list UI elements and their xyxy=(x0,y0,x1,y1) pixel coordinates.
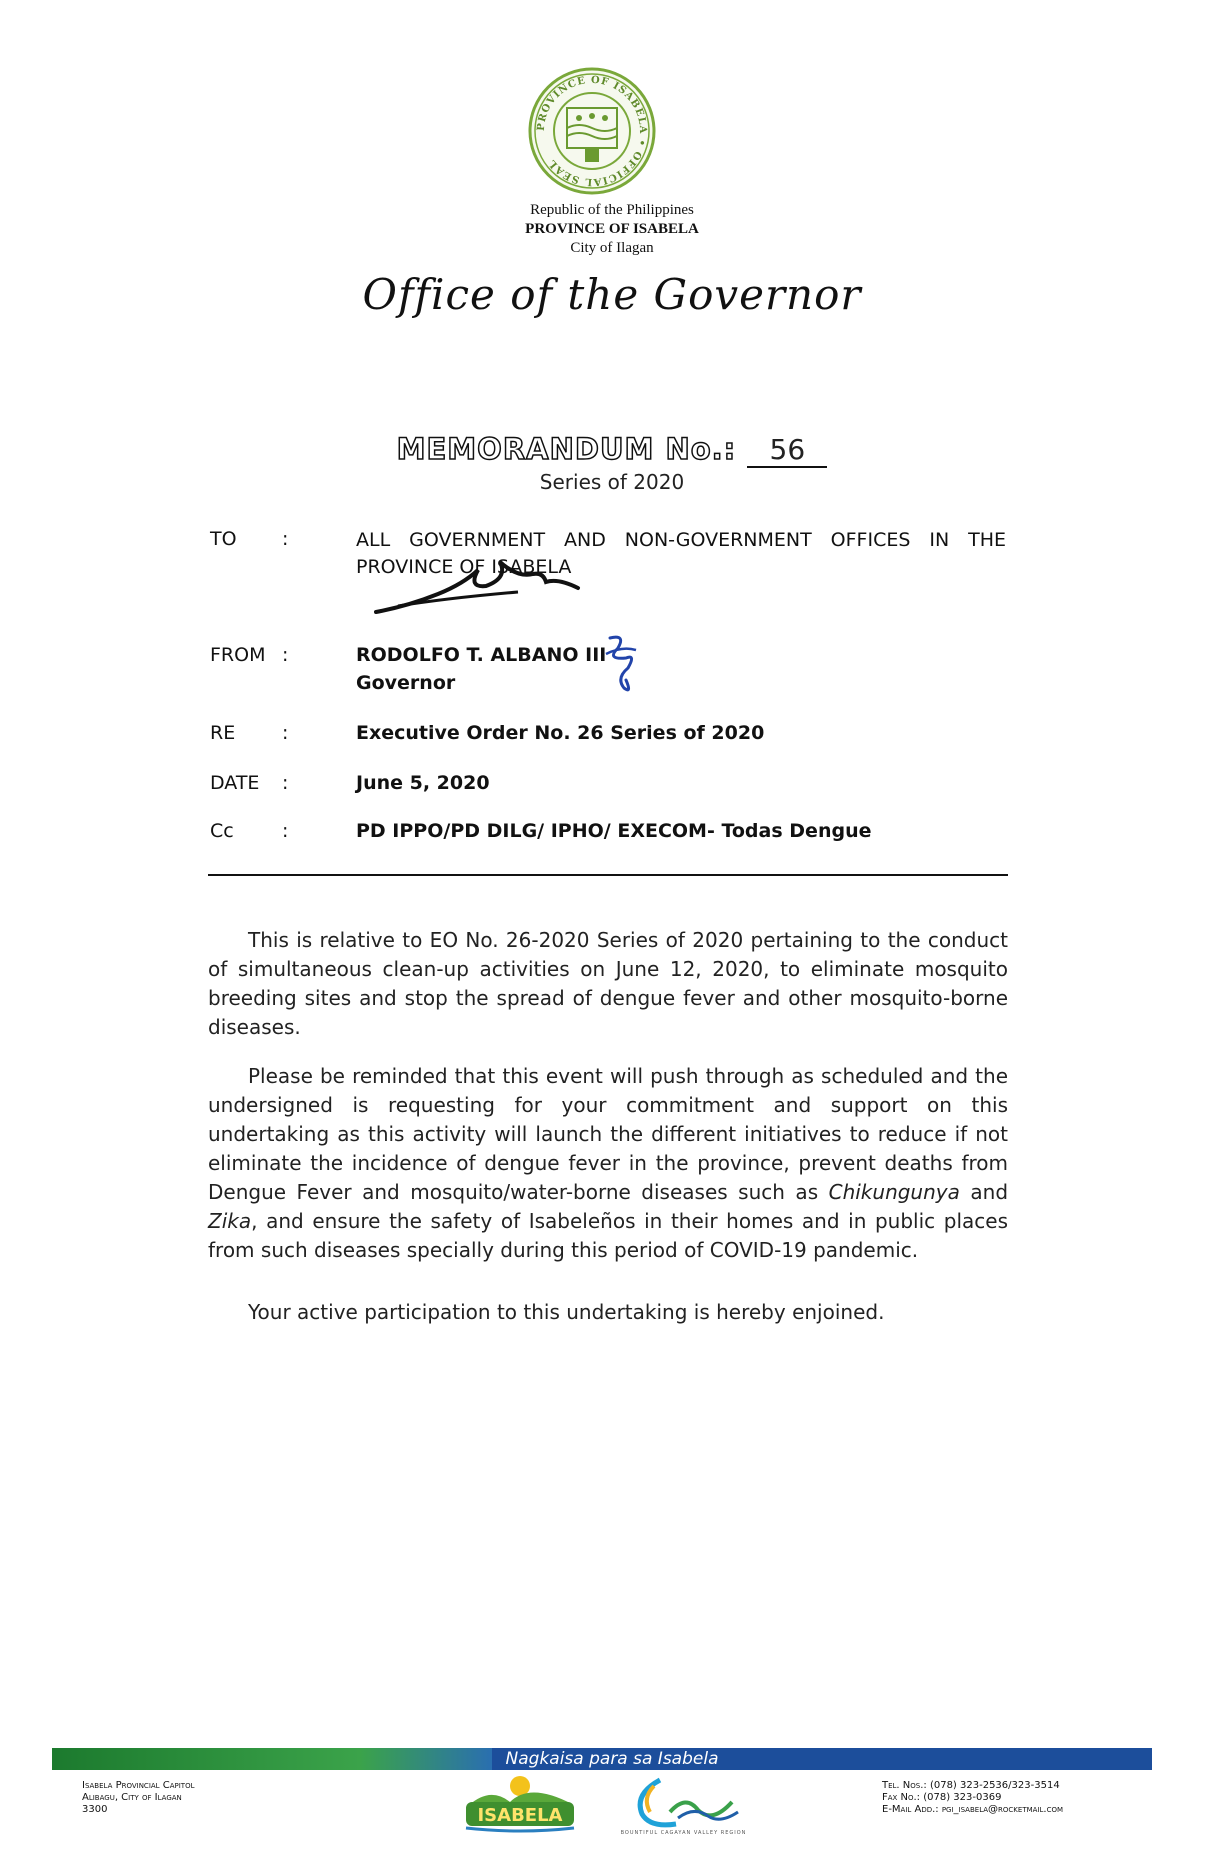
re-colon: : xyxy=(282,722,289,744)
memo-label: MEMORANDUM No.: xyxy=(396,432,737,466)
cc-label: Cc xyxy=(210,820,234,842)
date-value: June 5, 2020 xyxy=(356,772,490,794)
memo-series: Series of 2020 xyxy=(539,470,685,494)
body-paragraph-3: Your active participation to this undertaking is hereby enjoined. xyxy=(248,1300,885,1324)
svg-text:PROVINCE OF ISABELA • OFFICIAL: PROVINCE OF ISABELA • OFFICIAL SEAL xyxy=(535,74,649,188)
to-value-line1: ALL GOVERNMENT AND NON-GOVERNMENT OFFICES IN THE xyxy=(356,529,1006,551)
memo-heading xyxy=(0,432,1224,468)
body-paragraph-1: This is relative to EO No. 26-2020 Series of 2020 pertaining to the conduct of simultaneous clean-up activities on June 12, 2020, to eliminate mosquito breeding sites and stop the spread of dengue fever and other mosquito-borne diseases. xyxy=(208,928,1008,1039)
cagayan-valley-logo xyxy=(620,1772,745,1834)
initials-mark xyxy=(596,632,646,698)
date-colon: : xyxy=(282,772,289,794)
provincial-seal-logo xyxy=(527,66,657,196)
body-paragraph-2: Please be reminded that this event will push through as scheduled and the undersigned is requesting for your commitment and support on this undertaking as this activity will launch the different initiatives to reduce if not eliminate the incidence of dengue fever in the province, prevent deaths from Dengue Fever and mosquito/water-borne diseases such as Chikungunya and Zika, and ensure the safety of Isabeleños in their homes and in public places from such diseases specially during this period of COVID-19 pandemic. xyxy=(208,1064,1009,1262)
signature-mark xyxy=(368,548,598,620)
to-label: TO xyxy=(210,528,237,550)
memo-number: 56 xyxy=(747,433,827,468)
re-value: Executive Order No. 26 Series of 2020 xyxy=(356,722,765,744)
cc-value: PD IPPO/PD DILG/ IPHO/ EXECOM- Todas Dengue xyxy=(356,820,872,842)
footer-contact: Tel. Nos.: (078) 323-2536/323-3514 Fax No.: (078) 323-0369 E-Mail Add.: pgi_isabela@rocketmail.com xyxy=(882,1780,1064,1815)
re-label: RE xyxy=(210,722,236,744)
province-line: PROVINCE OF ISABELA xyxy=(525,221,699,237)
office-title: Office of the Governor xyxy=(362,270,862,319)
disease-zika: Zika xyxy=(208,1209,252,1233)
to-value-line2: PROVINCE OF ISABELA xyxy=(356,556,572,578)
from-title: Governor xyxy=(356,672,456,694)
from-name: RODOLFO T. ALBANO III xyxy=(356,644,607,666)
date-label: DATE xyxy=(210,772,260,794)
cagayan-valley-caption: BOUNTIFUL CAGAYAN VALLEY REGION xyxy=(620,1830,747,1836)
divider xyxy=(208,874,1008,876)
disease-chikungunya: Chikungunya xyxy=(828,1180,960,1204)
footer-address: Isabela Provincial Capitol Alibagu, City of Ilagan 3300 xyxy=(82,1780,195,1815)
cc-colon: : xyxy=(282,820,289,842)
footer-slogan: Nagkaisa para sa Isabela xyxy=(505,1749,719,1769)
from-label: FROM xyxy=(210,644,266,666)
isabela-logo xyxy=(460,1772,580,1834)
city-line: City of Ilagan xyxy=(570,240,654,256)
to-colon: : xyxy=(282,528,289,550)
from-colon: : xyxy=(282,644,289,666)
svg-text:ISABELA: ISABELA xyxy=(477,1805,563,1826)
republic-line: Republic of the Philippines xyxy=(530,202,694,218)
